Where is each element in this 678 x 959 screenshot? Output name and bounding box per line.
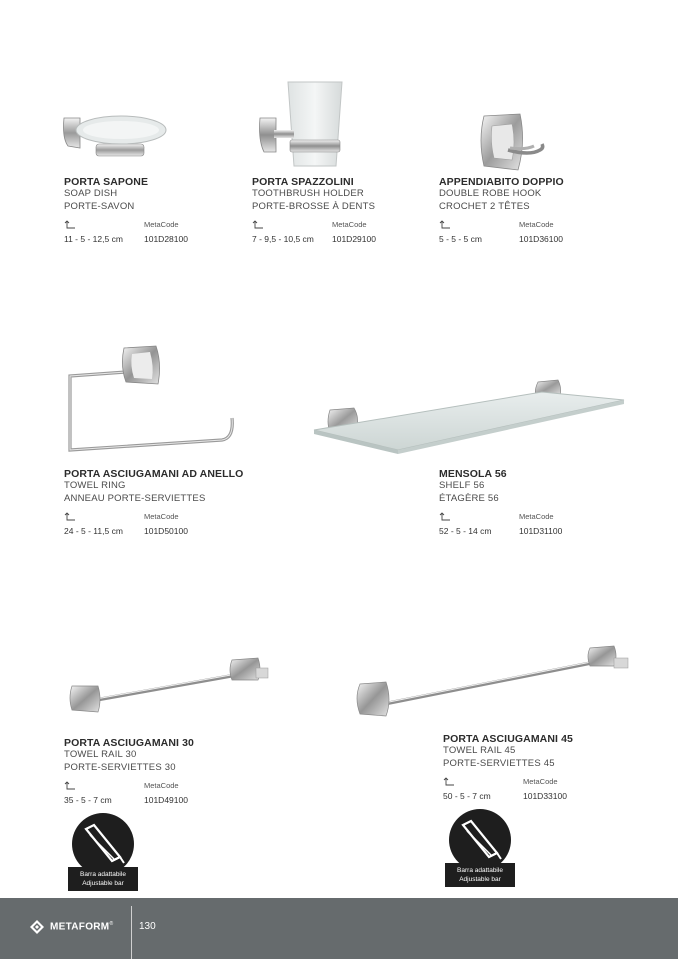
product-name: PORTA SAPONE (64, 176, 149, 188)
product-info (64, 468, 304, 538)
towel-rail-30-image (66, 654, 272, 716)
product-name: PORTA ASCIUGAMANI 30 (64, 737, 194, 749)
product-name-en: TOWEL RING (64, 480, 126, 491)
adjustable-bar-badge (445, 809, 515, 887)
product-code: 101D33100 (523, 791, 567, 801)
dimensions-icon (252, 220, 264, 230)
dimensions-icon (64, 781, 76, 791)
product-code: 101D36100 (519, 234, 563, 244)
product-specs (439, 220, 639, 246)
product-name-fr: PORTE-SERVIETTES 45 (443, 757, 555, 769)
product-code: 101D29100 (332, 234, 376, 244)
product-name-fr: ANNEAU PORTE-SERVIETTES (64, 492, 206, 504)
product-specs (64, 512, 304, 538)
product-specs (439, 512, 639, 538)
page-number: 130 (139, 921, 156, 932)
product-name: PORTA ASCIUGAMANI 45 (443, 733, 573, 745)
product-name-en: DOUBLE ROBE HOOK (439, 188, 542, 199)
product-info (439, 468, 639, 538)
code-label: MetaCode (519, 512, 554, 521)
metaform-logo-icon (30, 920, 44, 934)
product-name-en: SHELF 56 (439, 480, 485, 491)
product-info (439, 176, 639, 246)
product-name: MENSOLA 56 (439, 468, 507, 480)
product-name: PORTA ASCIUGAMANI AD ANELLO (64, 468, 244, 480)
towel-rail-45-image (352, 642, 632, 720)
dimensions-icon (64, 512, 76, 522)
dimensions-value: 52 - 5 - 14 cm (439, 526, 492, 536)
toothbrush-holder-image (256, 78, 348, 170)
product-code: 101D50100 (144, 526, 188, 536)
code-label: MetaCode (144, 220, 179, 229)
product-name-fr: CROCHET 2 TÊTES (439, 200, 530, 212)
product-name-en: SOAP DISH (64, 188, 118, 199)
adjustable-bar-icon (72, 813, 134, 875)
badge-line-en: Adjustable bar (459, 876, 501, 883)
dimensions-icon (443, 777, 455, 787)
product-name: APPENDIABITO DOPPIO (439, 176, 564, 188)
product-info (252, 176, 452, 246)
product-name-fr: ÉTAGÈRE 56 (439, 492, 499, 504)
dimensions-value: 35 - 5 - 7 cm (64, 795, 112, 805)
towel-ring-image (62, 342, 238, 454)
dimensions-icon (64, 220, 76, 230)
product-name-en: TOWEL RAIL 30 (64, 749, 137, 760)
product-info (443, 733, 643, 803)
footer-divider (131, 906, 132, 959)
code-label: MetaCode (523, 777, 558, 786)
dimensions-icon (439, 220, 451, 230)
code-label: MetaCode (144, 781, 179, 790)
product-name-fr: PORTE-SAVON (64, 200, 135, 212)
product-name-en: TOWEL RAIL 45 (443, 745, 516, 756)
dimensions-value: 11 - 5 - 12,5 cm (64, 234, 123, 244)
code-label: MetaCode (519, 220, 554, 229)
product-specs (64, 781, 264, 807)
dimensions-icon (439, 512, 451, 522)
dimensions-value: 50 - 5 - 7 cm (443, 791, 491, 801)
product-name-fr: PORTE-BROSSE À DENTS (252, 200, 376, 212)
shelf-image (310, 374, 628, 456)
product-name-fr: PORTE-SERVIETTES 30 (64, 761, 176, 773)
brand-name: METAFORM® (50, 921, 114, 933)
adjustable-bar-label (445, 863, 515, 887)
adjustable-bar-label (68, 867, 138, 891)
product-specs (252, 220, 452, 246)
product-code: 101D31100 (519, 526, 563, 536)
product-name-en: TOOTHBRUSH HOLDER (252, 188, 364, 199)
product-specs (64, 220, 264, 246)
product-info (64, 737, 264, 807)
badge-line-it: Barra adattabile (457, 867, 503, 874)
product-name: PORTA SPAZZOLINI (252, 176, 354, 188)
product-info (64, 176, 264, 246)
metaform-logo (30, 920, 113, 934)
badge-line-it: Barra adattabile (80, 871, 126, 878)
dimensions-value: 7 - 9,5 - 10,5 cm (252, 234, 314, 244)
code-label: MetaCode (144, 512, 179, 521)
adjustable-bar-badge (68, 813, 138, 891)
robe-hook-image (474, 110, 550, 174)
product-code: 101D49100 (144, 795, 188, 805)
badge-line-en: Adjustable bar (82, 880, 124, 887)
dimensions-value: 24 - 5 - 11,5 cm (64, 526, 123, 536)
dimensions-value: 5 - 5 - 5 cm (439, 234, 482, 244)
code-label: MetaCode (332, 220, 367, 229)
adjustable-bar-icon (449, 809, 511, 871)
product-code: 101D28100 (144, 234, 188, 244)
soap-dish-image (58, 108, 170, 166)
product-specs (443, 777, 643, 803)
page-footer (0, 898, 678, 959)
